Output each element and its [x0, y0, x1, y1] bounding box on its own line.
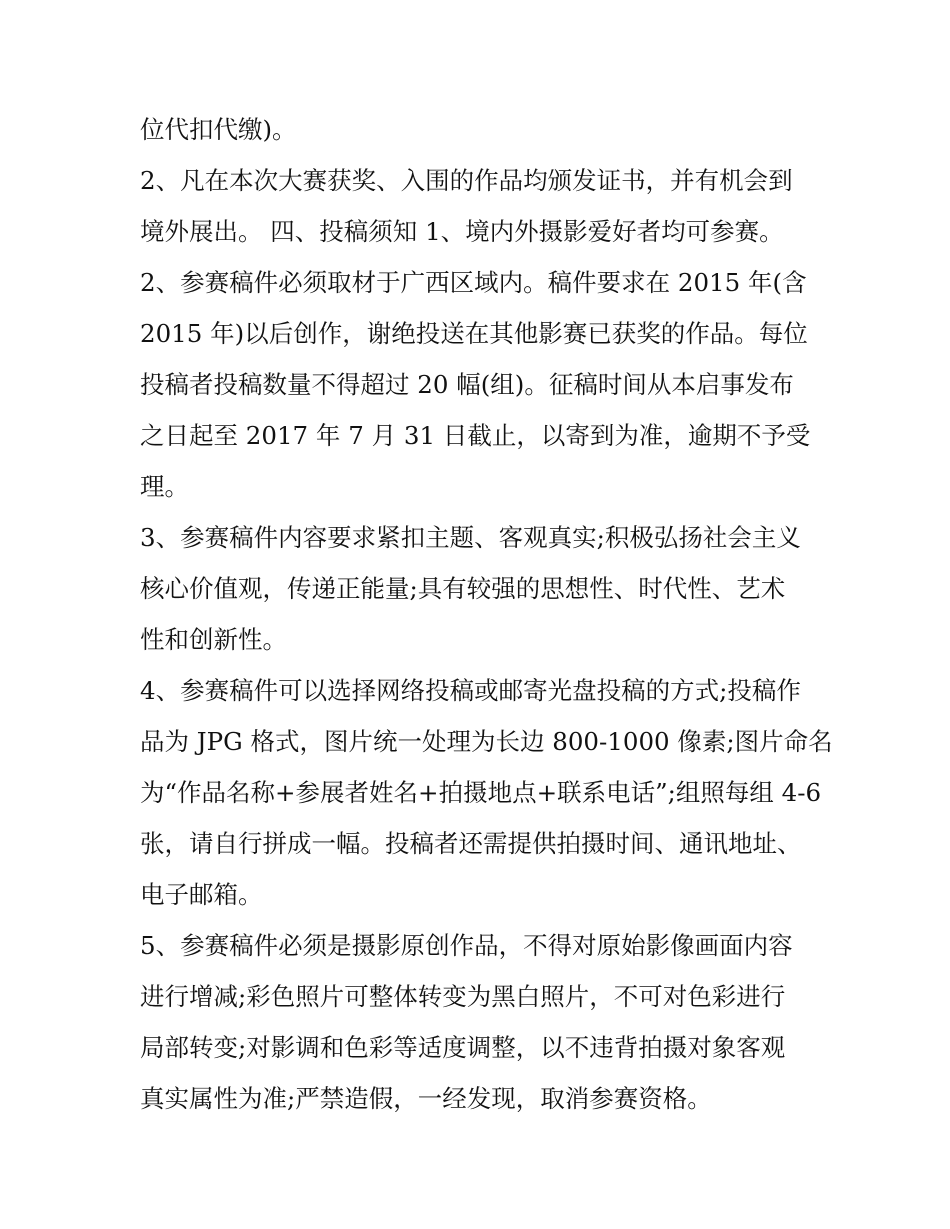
text-line: 3、参赛稿件内容要求紧扣主题、客观真实;积极弘扬社会主义	[140, 523, 801, 552]
text-line: 位代扣代缴)。	[140, 115, 297, 144]
text-line: 性和创新性。	[140, 625, 287, 654]
text-line: 核心价值观，传递正能量;具有较强的思想性、时代性、艺术	[140, 574, 786, 603]
text-line: 进行增减;彩色照片可整体转变为黑白照片，不可对色彩进行	[140, 982, 786, 1011]
document-body	[140, 104, 833, 1124]
text-line: 局部转变;对影调和色彩等适度调整，以不违背拍摄对象客观	[140, 1033, 786, 1062]
text-line: 投稿者投稿数量不得超过 20 幅(组)。征稿时间从本启事发布	[140, 370, 794, 399]
text-line: 为“作品名称+参展者姓名+拍摄地点+联系电话”;组照每组 4-6	[140, 778, 822, 807]
text-line: 境外展出。 四、投稿须知 1、境内外摄影爱好者均可参赛。	[140, 217, 784, 246]
text-line: 2、参赛稿件必须取材于广西区域内。稿件要求在 2015 年(含	[140, 268, 807, 297]
text-line: 理。	[140, 472, 189, 501]
text-line: 张，请自行拼成一幅。投稿者还需提供拍摄时间、通讯地址、	[140, 829, 802, 858]
text-line: 品为 JPG 格式，图片统一处理为长边 800-1000 像素;图片命名	[140, 727, 833, 756]
text-line: 2、凡在本次大赛获奖、入围的作品均颁发证书，并有机会到	[140, 166, 793, 195]
text-line: 之日起至 2017 年 7 月 31 日截止，以寄到为准，逾期不予受	[140, 421, 811, 450]
text-line: 真实属性为准;严禁造假，一经发现，取消参赛资格。	[140, 1084, 712, 1113]
text-line: 电子邮箱。	[140, 880, 263, 909]
text-line: 4、参赛稿件可以选择网络投稿或邮寄光盘投稿的方式;投稿作	[140, 676, 801, 705]
text-line: 5、参赛稿件必须是摄影原创作品，不得对原始影像画面内容	[140, 931, 793, 960]
text-line: 2015 年)以后创作，谢绝投送在其他影赛已获奖的作品。每位	[140, 319, 808, 348]
